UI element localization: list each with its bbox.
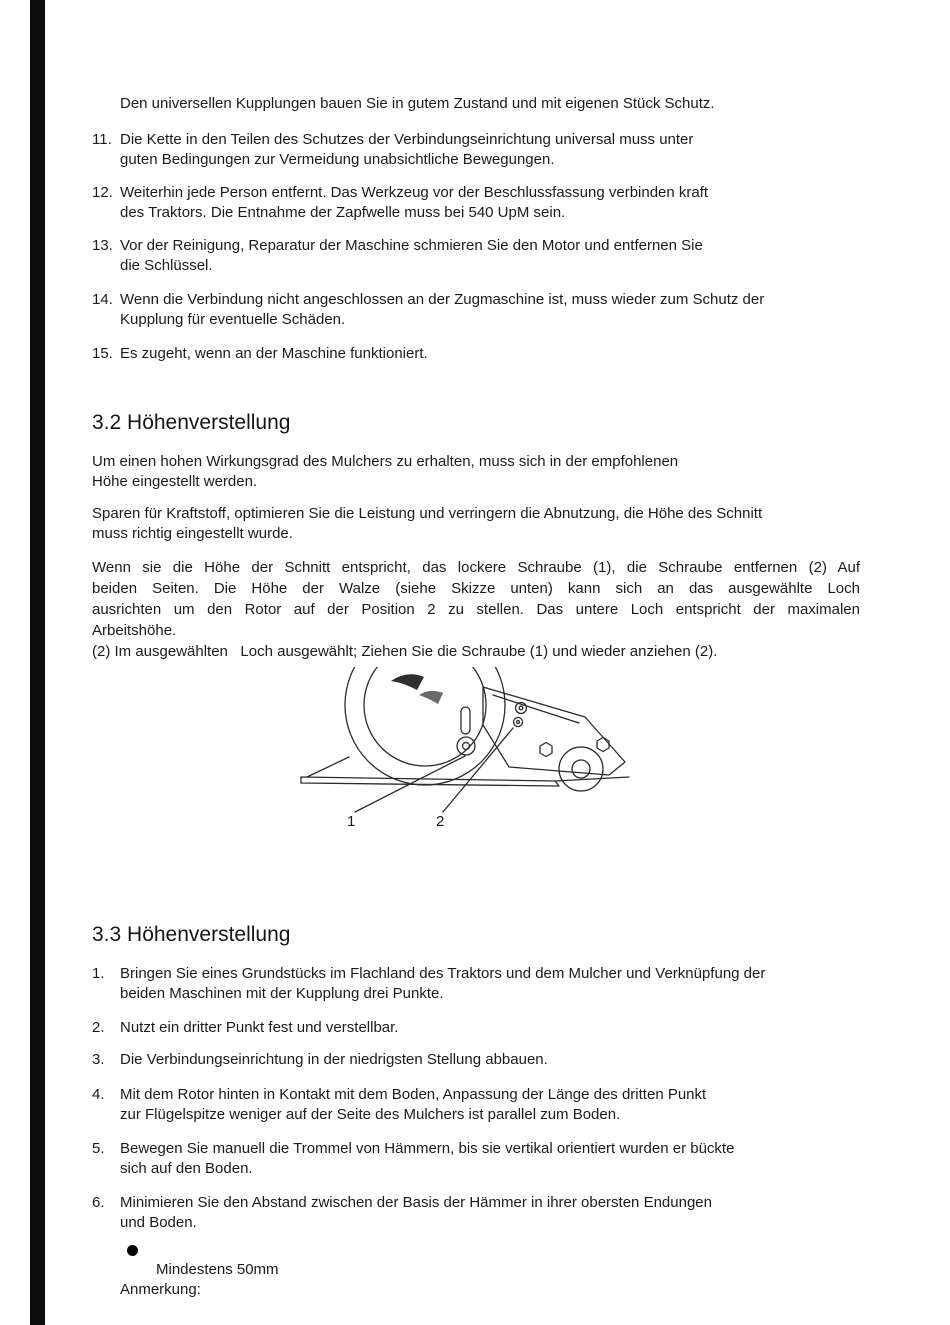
section-32-paragraph-1: Um einen hohen Wirkungsgrad des Mulchers zu erhalten, muss sich in der empfohlenen Höhe eingestellt werden. [92, 453, 679, 490]
note-label: Anmerkung: [120, 1281, 201, 1298]
list-item-number: 2. [92, 1019, 105, 1036]
list-item-number: 1. [92, 965, 105, 982]
list-item-text: Minimieren Sie den Abstand zwischen der Basis der Hämmer in ihrer obersten Endungen und Boden. [120, 1194, 712, 1231]
list-item [92, 130, 864, 170]
list-item-text: Nutzt ein dritter Punkt fest und verstellbar. [120, 1019, 399, 1036]
list-item [92, 1139, 864, 1179]
page-content [92, 0, 864, 1300]
list-item-number: 4. [92, 1086, 105, 1103]
list-item-text: Bewegen Sie manuell die Trommel von Hämmern, bis sie vertikal orientiert wurden er bückte sich auf den Boden. [120, 1140, 735, 1177]
section-32-paragraph-3: Wenn sie die Höhe der Schnitt entspricht, das lockere Schraube (1), die Schraube entfernen (2) Auf beiden Seiten. Die Höhe der Walze (siehe Skizze unten) kann sich an das ausgewählte Loch ausrichten um den Rotor auf der Position 2 zu stellen. Das untere Loch entspricht der maximalen Arbeitshöhe. (2) Im ausgewählten Loch ausgewählt; Ziehen Sie die Schraube (1) und wieder anziehen (2). [92, 559, 860, 660]
list-item [92, 236, 864, 276]
note-bullet-icon [127, 1245, 138, 1256]
list-item [92, 344, 864, 364]
blade-shape [391, 674, 424, 690]
list-item-number: 14. [92, 291, 113, 308]
list-item-text: Die Kette in den Teilen des Schutzes der Verbindungseinrichtung universal muss unter guten Bedingungen zur Vermeidung unabsichtliche Bewegungen. [120, 131, 694, 168]
list-item-text: Mit dem Rotor hinten in Kontakt mit dem Boden, Anpassung der Länge des dritten Punkt zur Flügelspitze weniger auf der Seite des Mulchers ist parallel zum Boden. [120, 1086, 707, 1123]
figure-label-2: 2 [436, 813, 445, 830]
list-item [92, 183, 864, 223]
list-item [92, 1085, 864, 1125]
list-item [92, 290, 864, 330]
list-item-text: Es zugeht, wenn an der Maschine funktioniert. [120, 345, 428, 362]
list-item-number: 15. [92, 345, 113, 362]
list-item-text: Bringen Sie eines Grundstücks im Flachland des Traktors und dem Mulcher und Verknüpfung der beiden Maschinen mit der Kupplung drei Punkte. [120, 965, 766, 1002]
machine-diagram [297, 667, 657, 839]
list-item [92, 964, 864, 1004]
list-item-text: Vor der Reinigung, Reparatur der Maschine schmieren Sie den Motor und entfernen Sie die Schlüssel. [120, 237, 703, 274]
list-item-number: 12. [92, 184, 113, 201]
list-item-number: 3. [92, 1051, 105, 1068]
section-33-title: 3.3 Höhenverstellung [92, 923, 291, 946]
blade-shape [419, 691, 443, 704]
list-item-number: 13. [92, 237, 113, 254]
binding-edge-bar [30, 0, 45, 1325]
list-item-text: Die Verbindungseinrichtung in der niedrigsten Stellung abbauen. [120, 1051, 548, 1068]
note-bullet-text: Mindestens 50mm [156, 1261, 279, 1278]
list-item-number: 5. [92, 1140, 105, 1157]
section-32-title: 3.2 Höhenverstellung [92, 411, 291, 434]
intro-continuation-line: Den universellen Kupplungen bauen Sie in gutem Zustand und mit eigenen Stück Schutz. [120, 95, 715, 112]
list-item-text: Weiterhin jede Person entfernt. Das Werkzeug vor der Beschlussfassung verbinden kraft des Traktors. Die Entnahme der Zapfwelle muss bei 540 UpM sein. [120, 184, 709, 221]
list-item-text: Wenn die Verbindung nicht angeschlossen an der Zugmaschine ist, muss wieder zum Schutz der Kupplung für eventuelle Schäden. [120, 291, 765, 328]
list-item-number: 6. [92, 1194, 105, 1211]
list-item [92, 1018, 864, 1038]
height-adjustment-figure [297, 667, 657, 839]
list-item-number: 11. [92, 131, 112, 148]
list-item [92, 1050, 864, 1070]
figure-label-1: 1 [347, 813, 356, 830]
list-item [92, 1193, 864, 1233]
section-32-paragraph-2: Sparen für Kraftstoff, optimieren Sie die Leistung und verringern die Abnutzung, die Höhe des Schnitt muss richtig eingestellt wurde. [92, 505, 763, 542]
